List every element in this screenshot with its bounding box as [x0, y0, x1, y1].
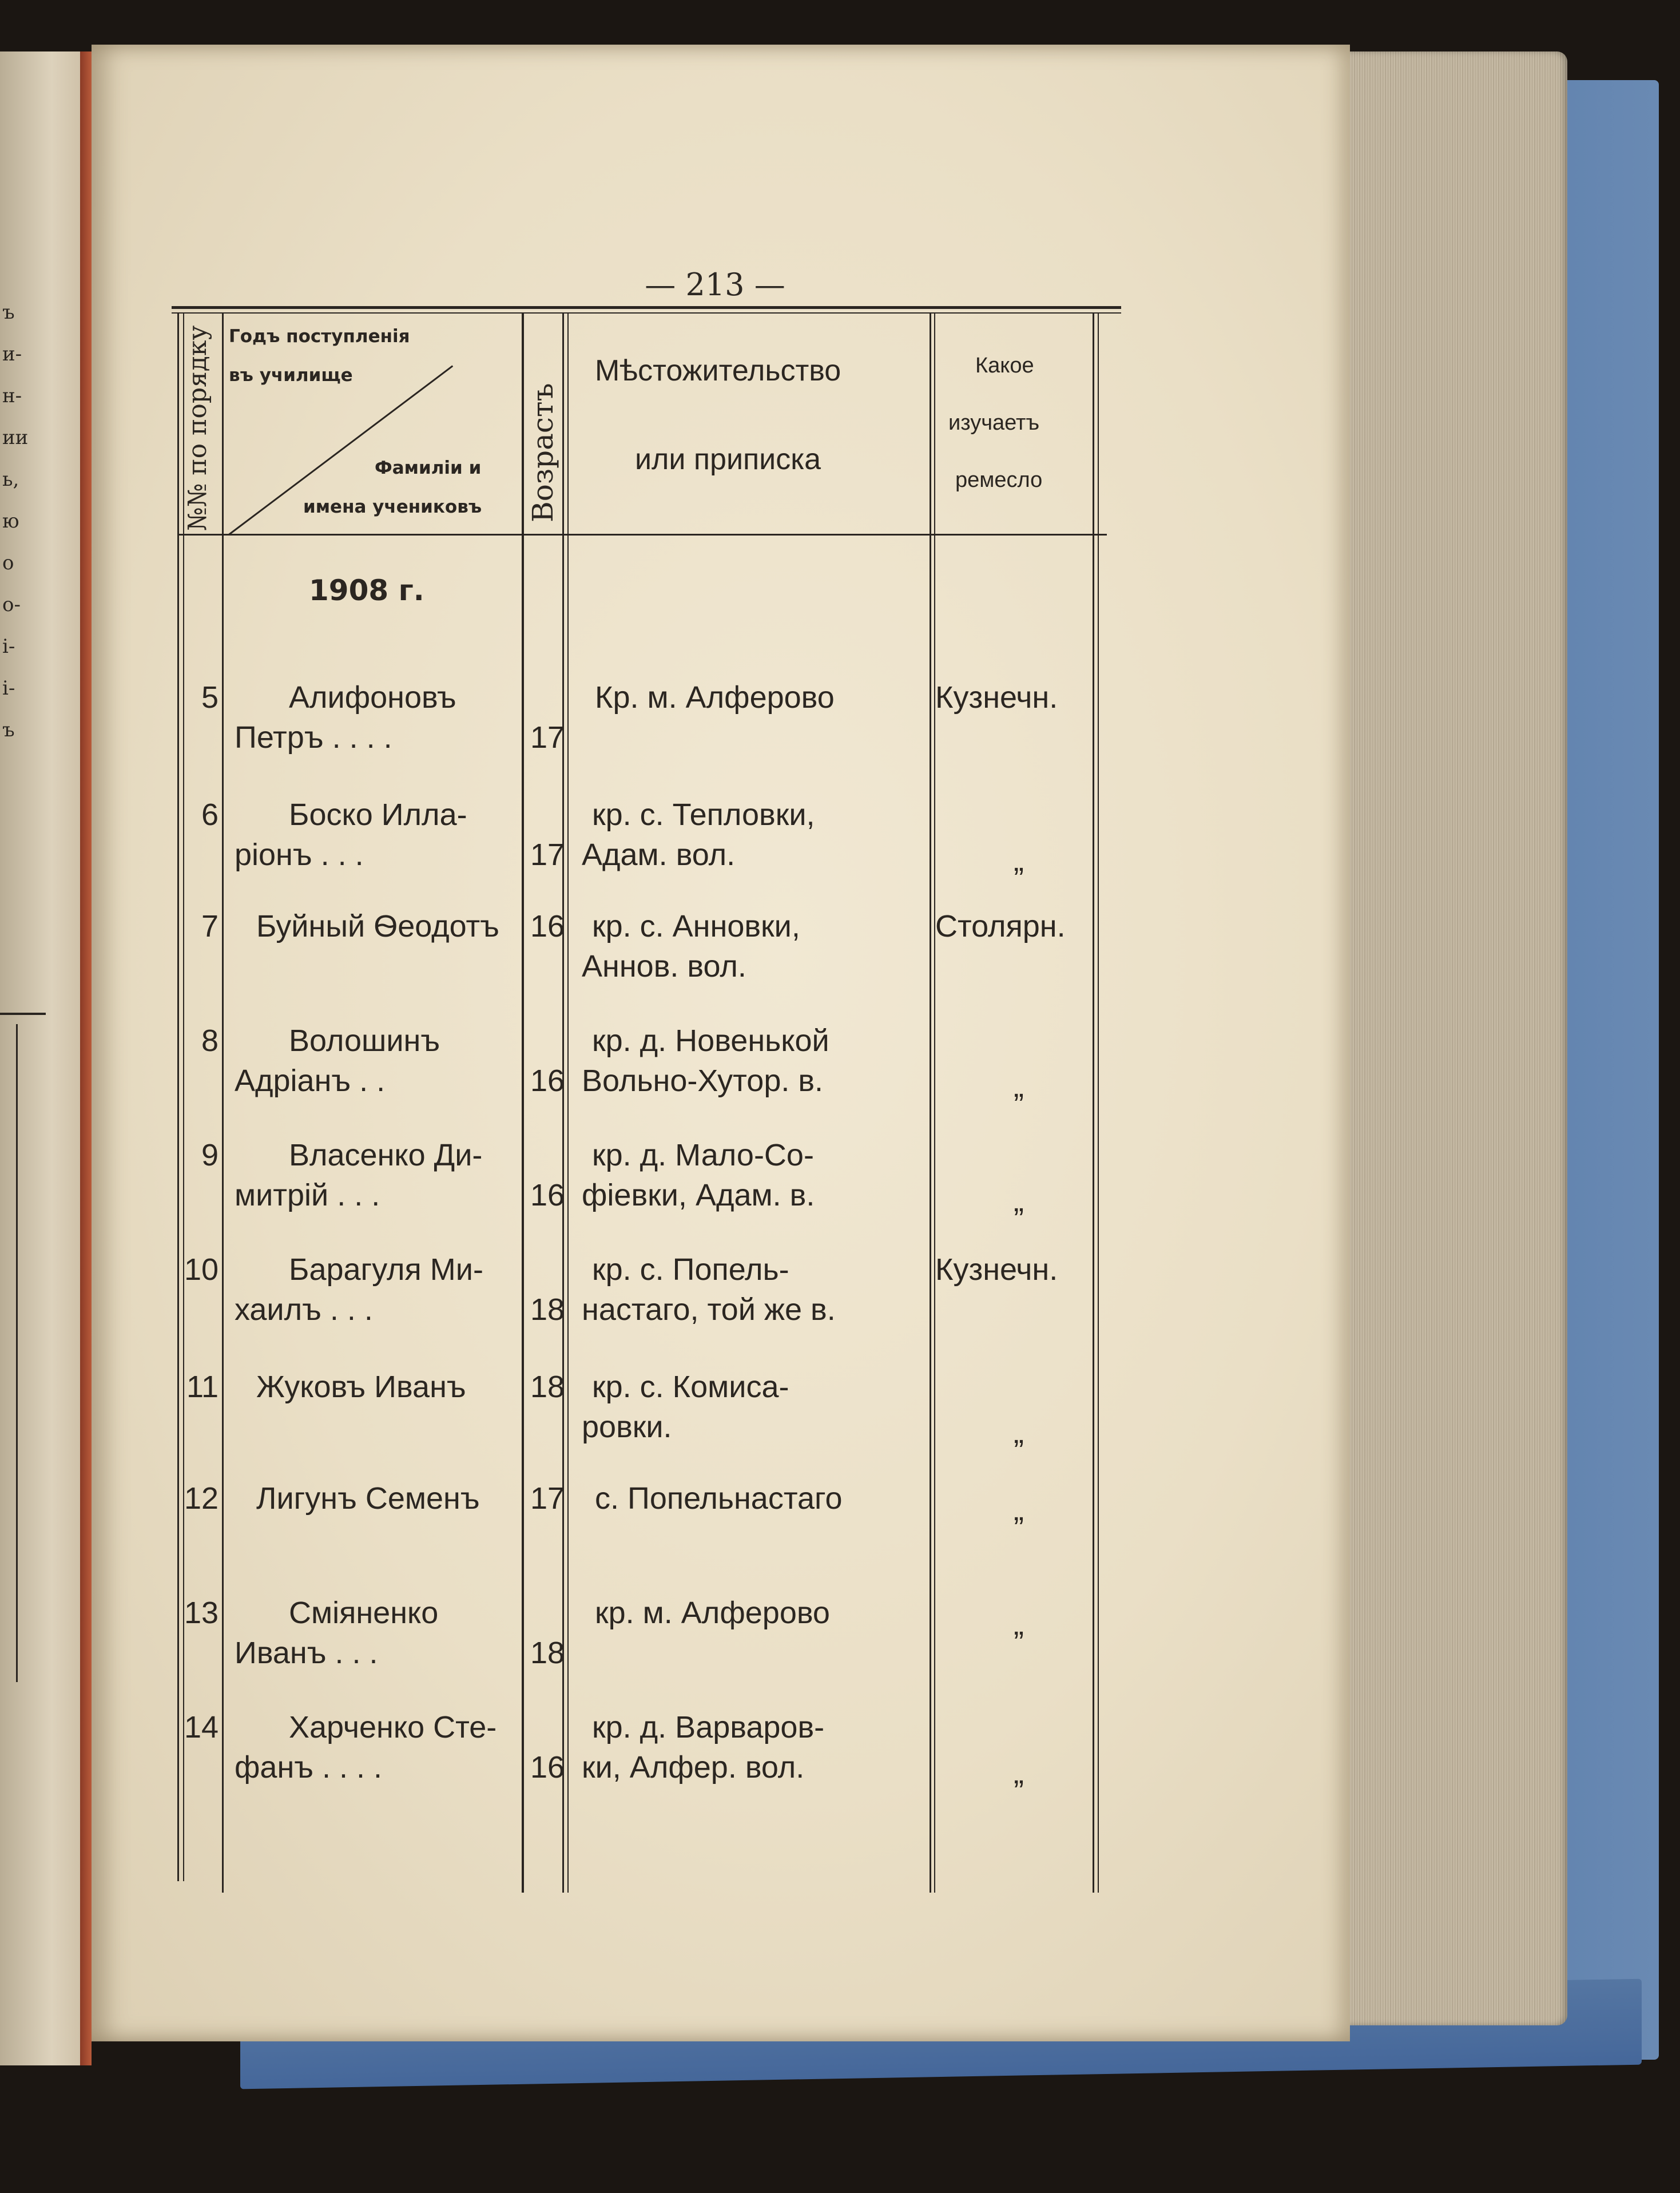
left-page-fragment: и- — [2, 343, 22, 366]
header-col-num: №№ по порядку — [183, 325, 212, 531]
left-page-fragment: і- — [2, 635, 15, 658]
student-name-line1: Боско Илла- — [289, 798, 467, 832]
student-name-line1: Алифоновъ — [289, 680, 456, 715]
residence-line1: кр. м. Алферово — [595, 1596, 830, 1630]
student-name-line1: Сміяненко — [289, 1596, 439, 1630]
page-edges — [1339, 51, 1567, 2025]
left-page-fragment: ии — [2, 426, 29, 449]
student-name-line2: Петръ . . . . — [235, 720, 392, 755]
craft: „ — [1014, 1184, 1024, 1218]
vline-age-inner — [567, 314, 569, 1893]
residence-line2: фіевки, Адам. в. — [582, 1178, 815, 1212]
residence-line2: ровки. — [582, 1410, 672, 1444]
left-page-fragment: і- — [2, 677, 15, 700]
vline-residence — [930, 314, 931, 1893]
row-number: 9 — [201, 1138, 219, 1172]
table-top-rule-thin — [172, 312, 1121, 314]
vline-name — [522, 314, 524, 1893]
vline-num — [222, 314, 224, 1893]
left-page — [0, 51, 86, 2065]
residence-line1: кр. с. Анновки, — [592, 909, 800, 943]
residence-line1: кр. с. Тепловки, — [592, 798, 815, 832]
left-page-vline — [16, 1024, 18, 1682]
residence-line1: с. Попельнастаго — [595, 1481, 843, 1516]
residence-line2: Вольно-Хутор. в. — [582, 1064, 824, 1098]
vline-left-inner — [183, 314, 184, 1881]
header-year-line2: въ училище — [229, 365, 353, 386]
vline-left — [177, 314, 179, 1881]
residence-line1: кр. с. Попель- — [592, 1252, 789, 1287]
row-number: 8 — [201, 1024, 219, 1058]
student-name-line1: Волошинъ — [289, 1024, 440, 1058]
craft: „ — [1014, 1756, 1024, 1790]
student-name-line2: ріонъ . . . — [235, 838, 364, 872]
student-name-line1: Харченко Сте- — [289, 1710, 497, 1744]
craft: „ — [1014, 1493, 1024, 1527]
header-residence-line1: Мѣстожительство — [595, 354, 841, 387]
left-page-rule — [0, 1013, 46, 1015]
row-number: 6 — [201, 798, 219, 832]
vline-right-inner — [1098, 314, 1099, 1893]
student-age: 16 — [530, 1750, 565, 1784]
header-col-age: Возрастъ — [526, 383, 559, 522]
row-number: 10 — [184, 1252, 219, 1287]
row-number: 13 — [184, 1596, 219, 1630]
left-page-fragment: ю — [2, 510, 19, 533]
header-craft-line2: изучаетъ — [948, 411, 1040, 435]
residence-line1: кр. д. Мало-Со- — [592, 1138, 814, 1172]
header-name-line2: имена учениковъ — [303, 497, 482, 517]
craft: Кузнечн. — [935, 1252, 1058, 1287]
residence-line2: Адам. вол. — [582, 838, 736, 872]
book-red-edge — [80, 51, 92, 2065]
year-heading: 1908 г. — [309, 574, 424, 607]
student-age: 17 — [530, 838, 565, 872]
student-age: 18 — [530, 1292, 565, 1327]
student-name-line1: Буйный Ѳеодотъ — [256, 909, 499, 943]
student-name-line1: Жуковъ Иванъ — [256, 1370, 466, 1404]
header-residence-line2: или приписка — [635, 443, 821, 476]
craft: „ — [1014, 1607, 1024, 1641]
craft: „ — [1014, 843, 1024, 878]
student-age: 17 — [530, 720, 565, 755]
left-page-fragment: ь, — [2, 468, 19, 491]
header-craft-line3: ремесло — [955, 468, 1043, 492]
craft: „ — [1014, 1415, 1024, 1450]
residence-line1: кр. с. Комиса- — [592, 1370, 789, 1404]
craft: Столярн. — [935, 909, 1066, 943]
header-year-line1: Годъ поступленія — [229, 326, 410, 347]
page-number: — 213 — — [645, 267, 785, 303]
header-craft-line1: Какое — [975, 354, 1034, 378]
residence-line1: кр. д. Новенькой — [592, 1024, 829, 1058]
student-name-line1: Власенко Ди- — [289, 1138, 483, 1172]
table-top-rule — [172, 306, 1121, 309]
left-page-fragment: о- — [2, 593, 21, 616]
vline-residence-inner — [934, 314, 935, 1893]
left-page-fragment: н- — [2, 384, 22, 407]
left-page-fragments — [0, 292, 86, 751]
header-name-line1: Фамиліи и — [375, 458, 482, 478]
student-name-line2: Адріанъ . . — [235, 1064, 386, 1098]
student-name-line2: митрій . . . — [235, 1178, 380, 1212]
row-number: 7 — [201, 909, 219, 943]
residence-line1: Кр. м. Алферово — [595, 680, 835, 715]
row-number: 5 — [201, 680, 219, 715]
residence-line1: кр. д. Варваров- — [592, 1710, 825, 1744]
student-age: 18 — [530, 1636, 565, 1670]
craft: „ — [1014, 1069, 1024, 1104]
residence-line2: ки, Алфер. вол. — [582, 1750, 805, 1784]
residence-line2: Аннов. вол. — [582, 949, 746, 984]
vline-right — [1093, 314, 1094, 1893]
student-age: 17 — [530, 1481, 565, 1516]
student-age: 16 — [530, 1064, 565, 1098]
left-page-fragment: о — [2, 552, 14, 574]
craft: Кузнечн. — [935, 680, 1058, 715]
row-number: 14 — [184, 1710, 219, 1744]
student-name-line2: Иванъ . . . — [235, 1636, 378, 1670]
right-page — [92, 45, 1350, 2041]
left-page-fragment: ъ — [2, 719, 15, 741]
student-age: 18 — [530, 1370, 565, 1404]
row-number: 12 — [184, 1481, 219, 1516]
student-name-line2: фанъ . . . . — [235, 1750, 383, 1784]
student-age: 16 — [530, 909, 565, 943]
header-bottom-rule — [177, 534, 1107, 536]
student-name-line1: Лигунъ Семенъ — [256, 1481, 480, 1516]
left-page-fragment: ъ — [2, 301, 15, 324]
student-name-line2: хаилъ . . . — [235, 1292, 373, 1327]
residence-line2: настаго, той же в. — [582, 1292, 836, 1327]
student-name-line1: Барагуля Ми- — [289, 1252, 483, 1287]
row-number: 11 — [186, 1370, 219, 1404]
student-age: 16 — [530, 1178, 565, 1212]
